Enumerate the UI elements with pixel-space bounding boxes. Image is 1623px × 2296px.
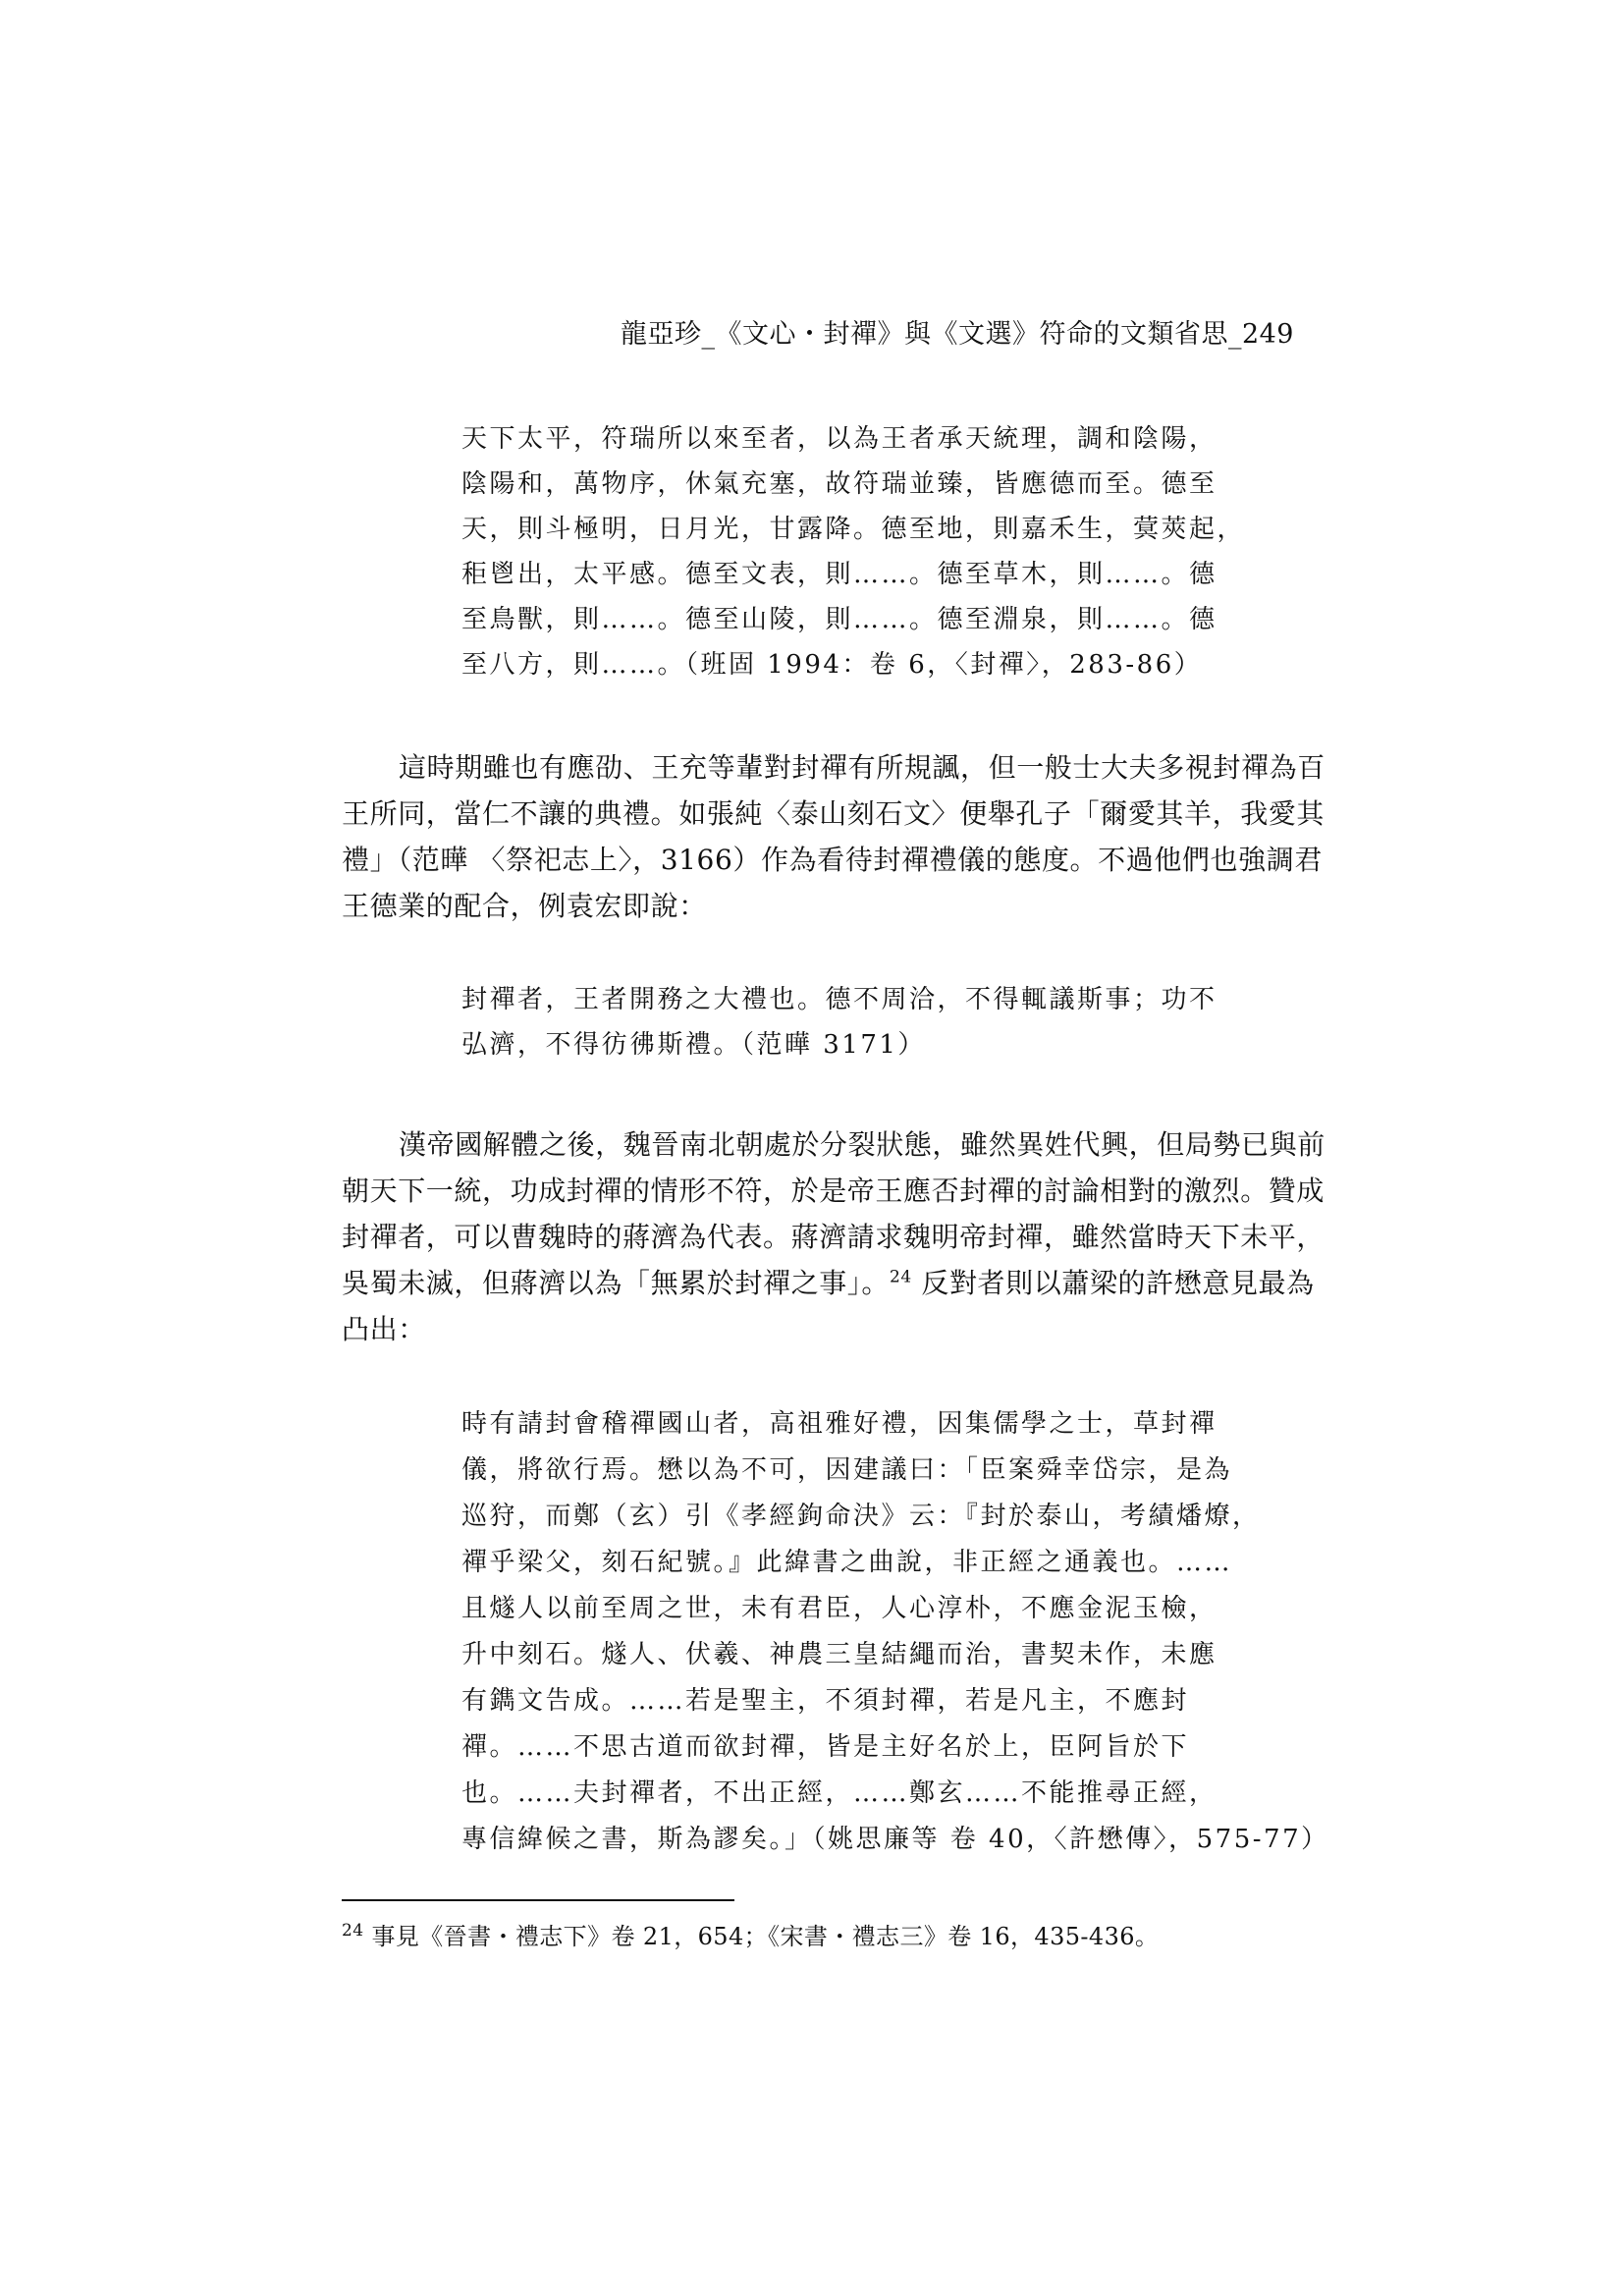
- quote-line: 天下太平，符瑞所以來至者，以為王者承天統理，調和陰陽，: [461, 424, 1217, 454]
- quote-line: 天，則斗極明，日月光，甘露降。德至地，則嘉禾生，蓂莢起，: [461, 515, 1246, 544]
- paragraph-line-with-note: [342, 1260, 1315, 1306]
- footnote-text: 事見《晉書・禮志下》卷 21，654；《宋書・禮志三》卷 16，435-436。: [363, 1923, 1160, 1950]
- quote-line: 有鐫文告成。……若是聖主，不須封禪，若是凡主，不應封: [461, 1686, 1190, 1716]
- quote-line: 禪。……不思古道而欲封禪，皆是主好名於上，臣阿旨於下: [461, 1732, 1190, 1762]
- running-header: 龍亞珍_《文心・封禪》與《文選》符命的文類省思_249: [620, 319, 1294, 350]
- quote-line: 巡狩，而鄭（玄）引《孝經鉤命決》云：『封於泰山，考績燔燎，: [461, 1502, 1261, 1531]
- quote-line: 至八方，則……。（班固 1994：卷 6，〈封禪〉，283-86）: [461, 650, 1203, 680]
- quote-line: 封禪者，王者開務之大禮也。德不周洽，不得輒議斯事；功不: [461, 985, 1217, 1014]
- quote-line: 陰陽和，萬物序，休氣充塞，故符瑞並臻，皆應德而至。德至: [461, 469, 1217, 499]
- quote-line: 專信緯候之書，斯為謬矣。」（姚思廉等 卷 40，〈許懋傳〉，575-77）: [461, 1825, 1329, 1854]
- paragraph-line: 凸出：: [342, 1313, 426, 1345]
- quote-line: 弘濟，不得彷彿斯禮。（范曄 3171）: [461, 1030, 926, 1060]
- paragraph-text: 反對者則以蕭梁的許懋意見最為: [911, 1267, 1315, 1299]
- quote-line: 秬鬯出，太平感。德至文表，則……。德至草木，則……。德: [461, 560, 1217, 589]
- paragraph-line: 禮」（范曄 〈祭祀志上〉，3166）作為看待封禪禮儀的態度。不過他們也強調君: [342, 844, 1323, 876]
- paragraph-line: 朝天下一統，功成封禪的情形不符，於是帝王應否封禪的討論相對的激烈。贊成: [342, 1175, 1325, 1207]
- quote-line: 升中刻石。燧人、伏羲、神農三皇結繩而治，書契未作，未應: [461, 1640, 1217, 1669]
- body-paragraph-2: [342, 1121, 1325, 1352]
- footnote-divider: [342, 1899, 734, 1901]
- paragraph-line: 王德業的配合，例袁宏即說：: [342, 890, 707, 922]
- quote-line: 禪乎梁父，刻石紀號。』此緯書之曲說，非正經之通義也。……: [461, 1548, 1233, 1577]
- block-quote-yuan-hong: [461, 977, 1217, 1067]
- footnote: [342, 1917, 1294, 1956]
- paragraph-line: 漢帝國解體之後，魏晉南北朝處於分裂狀態，雖然異姓代興，但局勢已與前: [399, 1128, 1325, 1161]
- paragraph-line: 封禪者，可以曹魏時的蔣濟為代表。蔣濟請求魏明帝封禪，雖然當時天下未平，: [342, 1221, 1325, 1253]
- body-paragraph-1: [342, 744, 1325, 929]
- quote-line: 儀，將欲行焉。懋以為不可，因建議曰：「臣案舜幸岱宗，是為: [461, 1455, 1233, 1485]
- quote-line: 且燧人以前至周之世，未有君臣，人心淳朴，不應金泥玉檢，: [461, 1594, 1217, 1623]
- quote-line: 時有請封會稽禪國山者，高祖雅好禮，因集儒學之士，草封禪: [461, 1409, 1217, 1439]
- footnote-number: 24: [342, 1921, 364, 1941]
- paragraph-line: 這時期雖也有應劭、王充等輩對封禪有所規諷，但一般士大夫多視封禪為百: [399, 751, 1325, 784]
- block-quote-xu-mao: [461, 1401, 1329, 1863]
- footnote-reference[interactable]: 24: [890, 1267, 912, 1287]
- paragraph-line: 王所同，當仁不讓的典禮。如張純〈泰山刻石文〉便舉孔子「爾愛其羊，我愛其: [342, 797, 1325, 830]
- paragraph-text: 吳蜀未滅，但蔣濟以為「無累於封禪之事」。: [342, 1267, 891, 1299]
- quote-line: 也。……夫封禪者，不出正經，……鄭玄……不能推尋正經，: [461, 1778, 1217, 1808]
- block-quote-ban-gu: [461, 416, 1246, 687]
- quote-line: 至鳥獸，則……。德至山陵，則……。德至淵泉，則……。德: [461, 605, 1217, 634]
